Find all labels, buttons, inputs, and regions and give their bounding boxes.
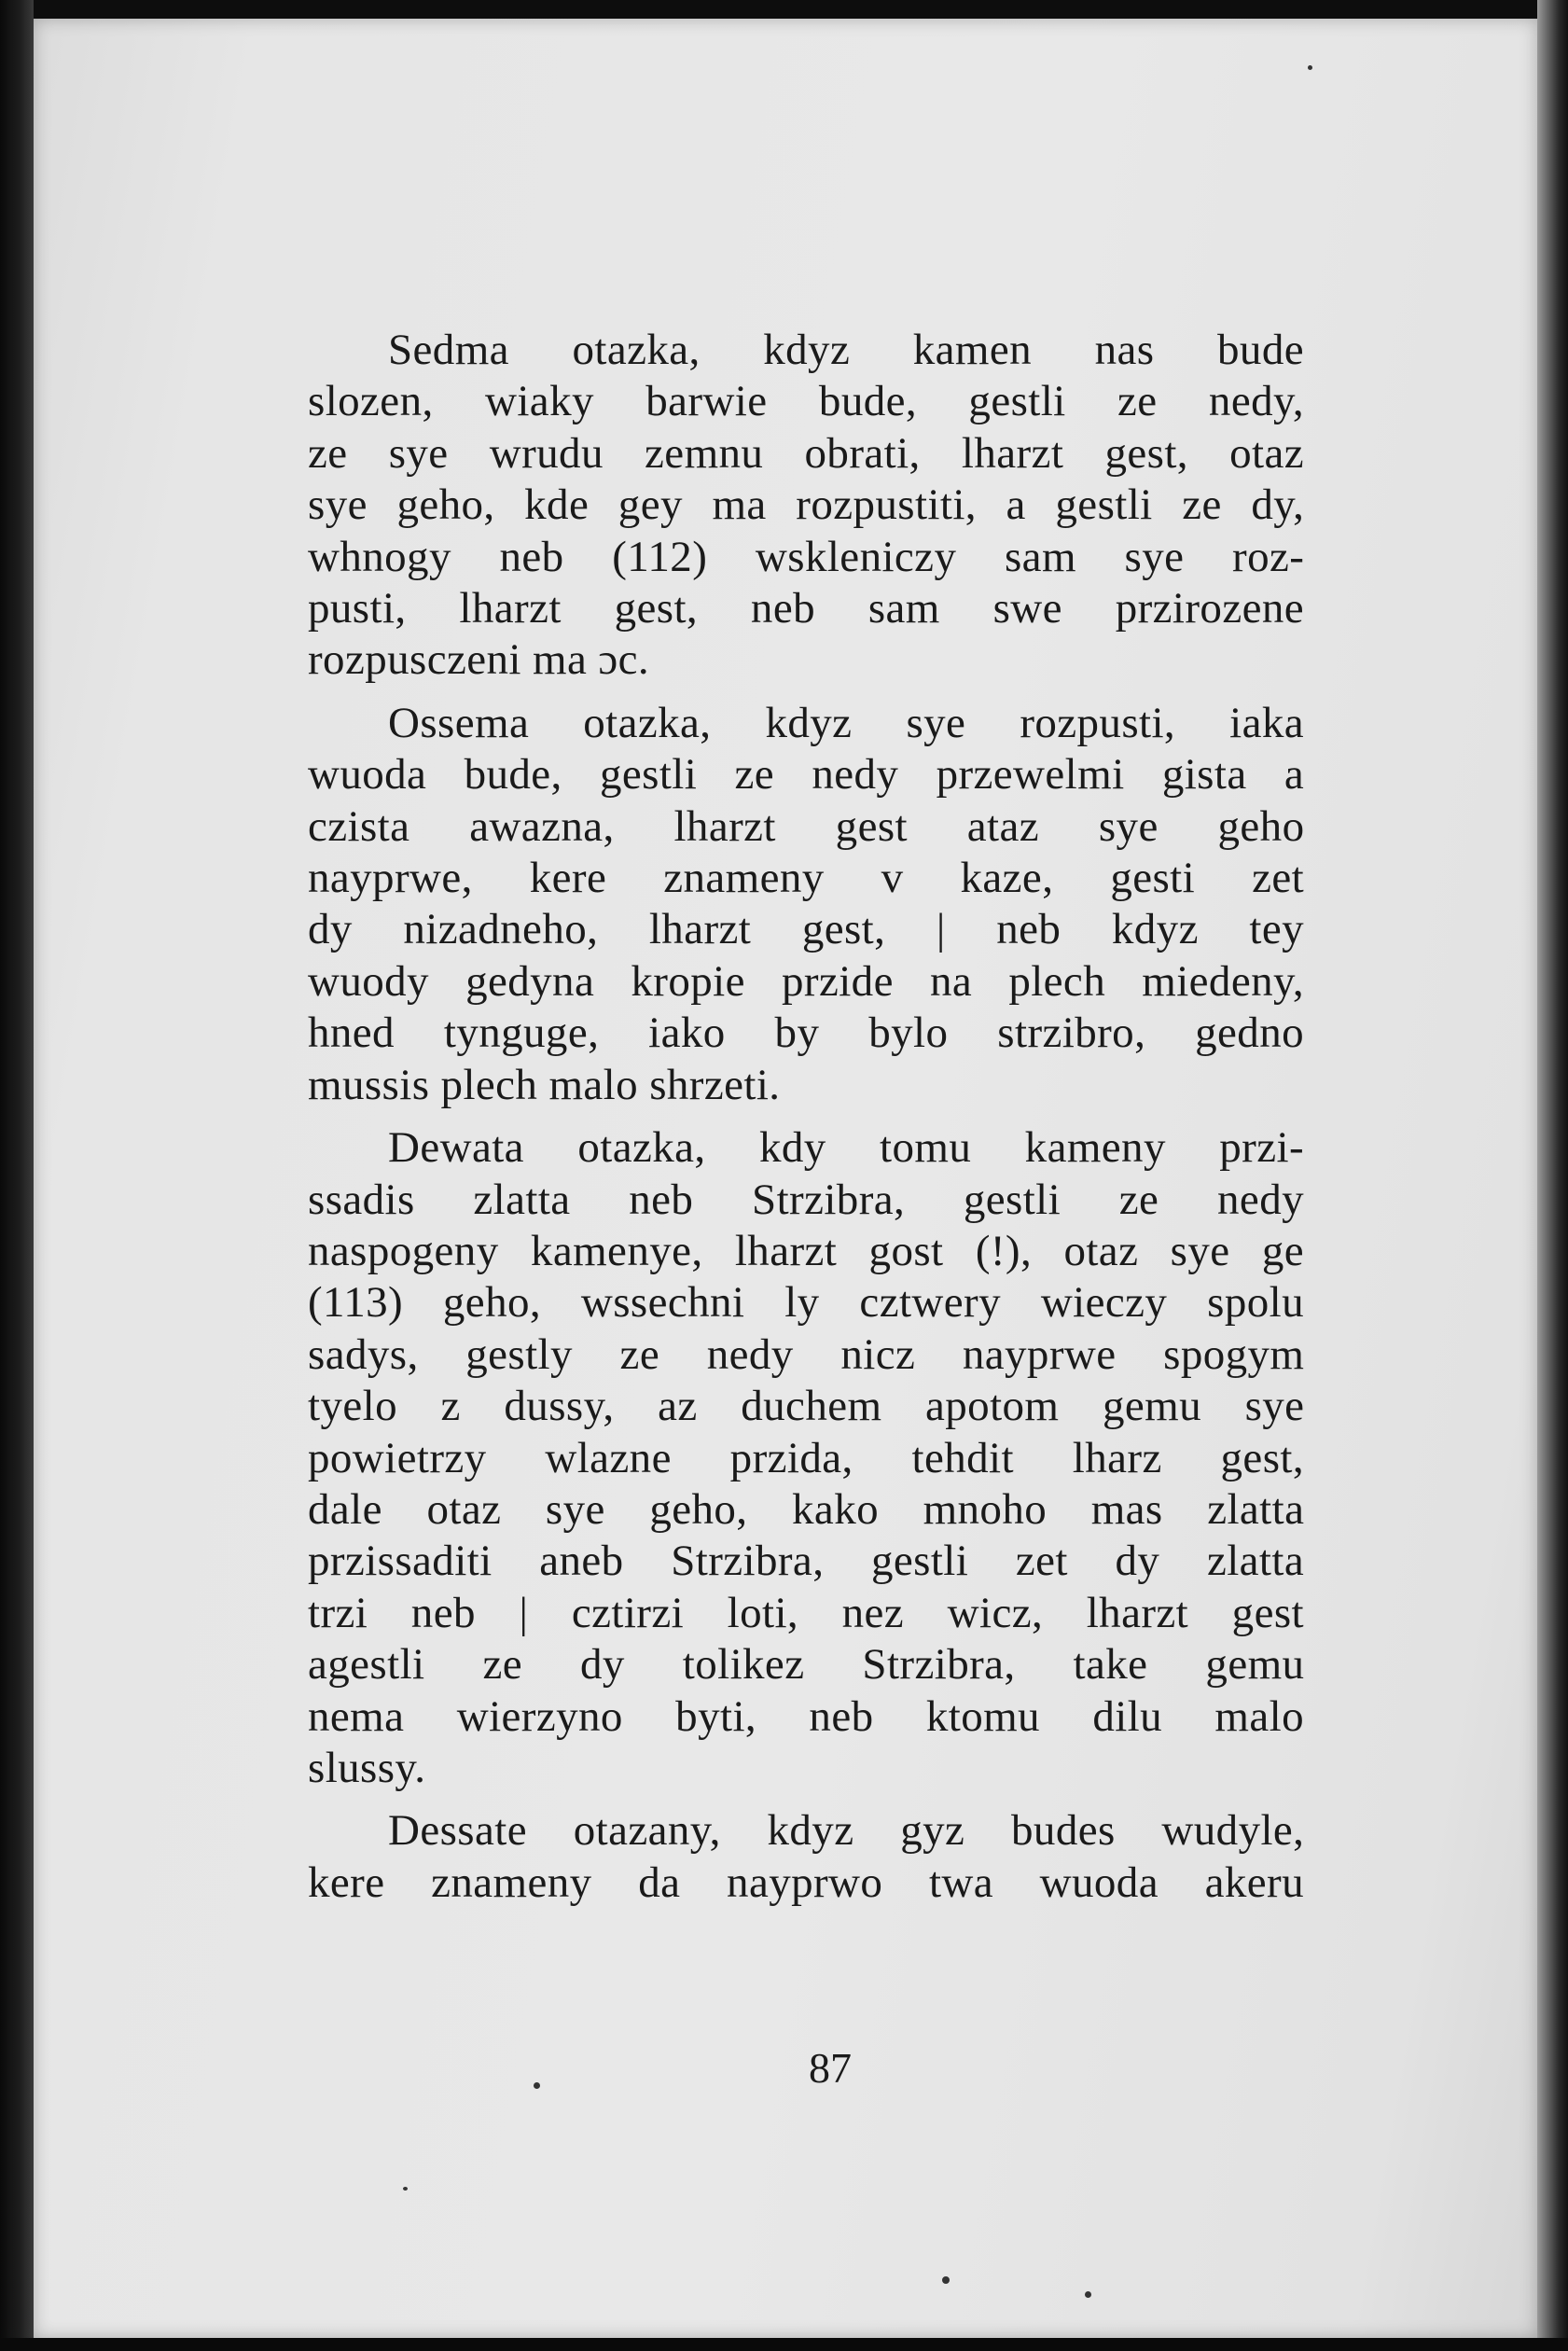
- text-line: tyelo z dussy, az duchem apotom gemu sye: [308, 1382, 1305, 1431]
- paper-speck: [1085, 2291, 1091, 2298]
- text-line: trzi neb | cztirzi loti, nez wicz, lharzt gest: [308, 1588, 1304, 1637]
- text-line: (113) geho, wssechni ly cztwery wieczy spolu: [308, 1278, 1304, 1328]
- text-line: przissaditi aneb Strzibra, gestli zet dy zlatta: [308, 1537, 1305, 1586]
- paragraph: [308, 325, 1304, 687]
- text-line: wuoda bude, gestli ze nedy przewelmi gista a: [308, 750, 1305, 800]
- paragraph: [308, 1805, 1304, 1909]
- body-text: [308, 325, 1304, 1920]
- text-line: Sedma otazka, kdyz kamen nas bude: [388, 326, 1304, 374]
- text-line: sye geho, kde gey ma rozpustiti, a gestli ze dy,: [308, 480, 1305, 530]
- text-line: nayprwe, kere znameny v kaze, gesti zet: [308, 854, 1305, 903]
- text-line: kere znameny da nayprwo twa wuoda akeru: [308, 1857, 1304, 1907]
- text-line: hned tynguge, iako by bylo strzibro, gedno: [308, 1009, 1304, 1058]
- paper-speck: [942, 2276, 950, 2284]
- text-line: slussy.: [308, 1743, 426, 1792]
- book-spine-shadow: [0, 0, 34, 2351]
- text-line: nema wierzyno byti, neb ktomu dilu malo: [308, 1691, 1304, 1741]
- text-line: naspogeny kamenye, lharzt gost (!), otaz sye ge: [308, 1226, 1304, 1275]
- text-line: Dessate otazany, kdyz gyz budes wudyle,: [388, 1806, 1305, 1856]
- paper-speck: [403, 2187, 408, 2191]
- text-line: rozpusczeni ma ɔc.: [308, 635, 650, 685]
- text-line: Dewata otazka, kdy tomu kameny przi-: [388, 1123, 1304, 1173]
- text-line: wuody gedyna kropie przide na plech miedeny,: [308, 956, 1304, 1006]
- paper-speck: [534, 2082, 540, 2089]
- bottom-border: [0, 2338, 1568, 2351]
- text-line: dy nizadneho, lharzt gest, | neb kdyz tey: [308, 905, 1305, 954]
- page-edge-shadow: [1537, 0, 1568, 2351]
- text-line: czista awazna, lharzt gest ataz sye geho: [308, 801, 1305, 851]
- paragraph: [308, 698, 1304, 1111]
- text-line: ssadis zlatta neb Strzibra, gestli ze nedy: [308, 1175, 1304, 1224]
- text-line: whnogy neb (112) wskleniczy sam sye roz-: [308, 532, 1305, 581]
- text-line: mussis plech malo shrzeti.: [308, 1060, 781, 1109]
- text-line: slozen, wiaky barwie bude, gestli ze nedy,: [308, 377, 1304, 426]
- text-line: ze sye wrudu zemnu obrati, lharzt gest, otaz: [308, 428, 1304, 478]
- text-line: pusti, lharzt gest, neb sam swe przirozene: [308, 584, 1304, 633]
- page-number: 87: [809, 2044, 852, 2092]
- text-line: agestli ze dy tolikez Strzibra, take gemu: [308, 1640, 1305, 1690]
- text-line: powietrzy wlazne przida, tehdit lharz gest,: [308, 1433, 1304, 1482]
- text-line: Ossema otazka, kdyz sye rozpusti, iaka: [388, 698, 1304, 747]
- paragraph: [308, 1122, 1304, 1794]
- text-line: dale otaz sye geho, kako mnoho mas zlatta: [308, 1484, 1305, 1534]
- paper-speck: [1308, 65, 1312, 70]
- text-line: sadys, gestly ze nedy nicz nayprwe spogym: [308, 1329, 1305, 1379]
